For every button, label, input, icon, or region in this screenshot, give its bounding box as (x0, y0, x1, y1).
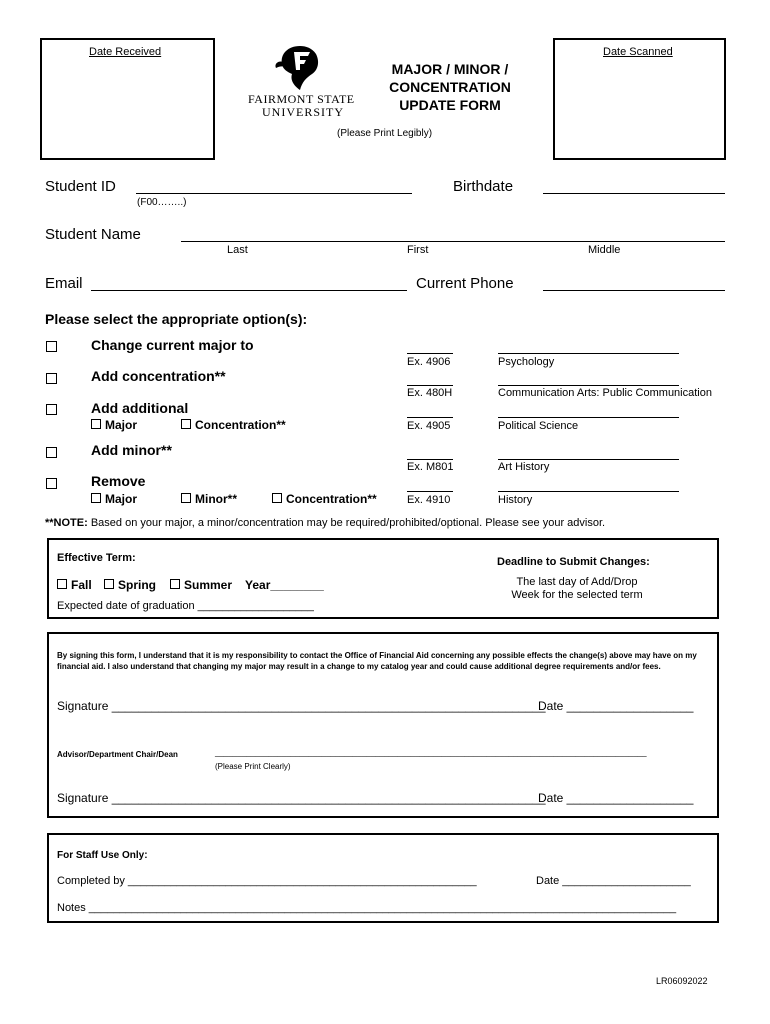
advisor-signature-date[interactable]: Date ___________________ (538, 791, 694, 805)
form-title (370, 60, 530, 114)
graduation-date-field[interactable]: Expected date of graduation ___________________ (57, 600, 314, 612)
add-concentration-label: Add concentration** (91, 368, 226, 384)
remove-minor-option[interactable] (181, 492, 237, 506)
birthdate-label: Birthdate (453, 178, 514, 195)
note-text: Based on your major, a minor/concentration may be required/prohibited/optional. Please see your advisor. (87, 517, 606, 529)
deadline-line2: Week for the selected term (511, 589, 643, 601)
remove-concentration-label: Concentration** (286, 492, 377, 506)
additional-concentration-option[interactable] (181, 418, 286, 432)
first-name-hint: First (407, 244, 429, 256)
student-signature-field[interactable]: Signature _________________________________________________________________ (57, 699, 546, 713)
financial-aid-disclaimer: By signing this form, I understand that it is my responsibility to contact the Office of Financial Aid concerning any possible effects the change(s) above may have on my financial aid. I also understand that changing my major may result in a change to my catalog year and could cause additional degree requirements and/or fees. (57, 651, 697, 671)
options-heading: Please select the appropriate option(s): (45, 311, 308, 327)
effective-term-box (47, 538, 719, 619)
falcon-icon (270, 42, 330, 94)
code-line-4[interactable] (407, 443, 453, 460)
add-minor-checkbox[interactable] (46, 447, 57, 458)
example-code-1: Ex. 4906 (407, 356, 451, 368)
title-line2: CONCENTRATION (389, 79, 511, 95)
date-scanned-label: Date Scanned (603, 46, 673, 58)
email-label: Email (45, 275, 83, 292)
note-prefix: **NOTE: (45, 517, 88, 529)
advisor-name-field[interactable]: _________________________________________________________________________________________________ (215, 748, 647, 757)
student-id-field[interactable] (136, 179, 412, 194)
course-line-4[interactable] (498, 443, 679, 460)
term-fall-label: Fall (71, 578, 92, 592)
example-name-3: Political Science (498, 420, 579, 432)
advisor-note (45, 517, 605, 529)
date-received-label: Date Received (89, 46, 162, 58)
remove-major-option[interactable] (91, 492, 137, 506)
completed-by-field[interactable]: Completed by _________________________________________________________ (57, 875, 477, 887)
code-line-1[interactable] (407, 337, 453, 354)
term-spring-label: Spring (118, 578, 156, 592)
notes-field[interactable]: Notes ________________________________________________________________________________________________ (57, 902, 677, 914)
print-legibly-note: (Please Print Legibly) (337, 128, 433, 139)
term-summer-option[interactable] (170, 578, 232, 592)
course-line-1[interactable] (498, 337, 679, 354)
example-code-3: Ex. 4905 (407, 420, 451, 432)
code-line-5[interactable] (407, 475, 453, 492)
current-phone-field[interactable] (543, 275, 725, 291)
print-clearly-note: (Please Print Clearly) (215, 762, 291, 771)
additional-major-option[interactable] (91, 418, 137, 432)
term-fall-checkbox[interactable] (57, 579, 67, 589)
current-phone-label: Current Phone (416, 275, 514, 292)
term-summer-checkbox[interactable] (170, 579, 180, 589)
code-line-2[interactable] (407, 369, 453, 386)
signature-box (47, 632, 719, 818)
example-name-4: Art History (498, 461, 550, 473)
term-spring-option[interactable] (104, 578, 156, 592)
title-line3: UPDATE FORM (399, 97, 501, 113)
email-field[interactable] (91, 275, 407, 291)
university-logo (248, 42, 355, 120)
deadline-label: Deadline to Submit Changes: (497, 556, 650, 568)
student-id-hint: (F00……..) (137, 197, 187, 208)
remove-minor-label: Minor** (195, 492, 237, 506)
course-line-3[interactable] (498, 401, 679, 418)
form-revision-code: LR06092022 (656, 976, 708, 986)
example-name-1: Psychology (498, 356, 555, 368)
staff-use-box (47, 833, 719, 923)
example-code-5: Ex. 4910 (407, 494, 451, 506)
add-additional-label: Add additional (91, 400, 189, 416)
add-additional-checkbox[interactable] (46, 404, 57, 415)
advisor-signature-field[interactable]: Signature _________________________________________________________________ (57, 791, 546, 805)
remove-concentration-checkbox[interactable] (272, 493, 282, 503)
staff-use-label: For Staff Use Only: (57, 850, 148, 861)
additional-major-label: Major (105, 418, 138, 432)
additional-concentration-checkbox[interactable] (181, 419, 191, 429)
student-name-label: Student Name (45, 226, 141, 243)
student-id-label: Student ID (45, 178, 116, 195)
term-summer-label: Summer (184, 578, 233, 592)
additional-major-checkbox[interactable] (91, 419, 101, 429)
remove-major-label: Major (105, 492, 138, 506)
add-concentration-checkbox[interactable] (46, 373, 57, 384)
student-signature-date[interactable]: Date ___________________ (538, 699, 694, 713)
code-line-3[interactable] (407, 401, 453, 418)
term-fall-option[interactable] (57, 578, 92, 592)
deadline-text (479, 576, 675, 602)
example-name-2: Communication Arts: Public Communication (498, 387, 712, 399)
birthdate-field[interactable] (543, 179, 725, 194)
title-line1: MAJOR / MINOR / (391, 61, 509, 77)
term-spring-checkbox[interactable] (104, 579, 114, 589)
change-major-label: Change current major to (91, 337, 254, 353)
effective-term-label: Effective Term: (57, 552, 136, 564)
logo-text-line2: UNIVERSITY (262, 105, 344, 119)
remove-major-checkbox[interactable] (91, 493, 101, 503)
student-name-field[interactable] (181, 226, 725, 242)
deadline-line1: The last day of Add/Drop (516, 576, 638, 588)
staff-date-field[interactable]: Date _____________________ (536, 875, 691, 887)
example-code-2: Ex. 480H (407, 387, 453, 399)
course-line-2[interactable] (498, 369, 679, 386)
additional-concentration-label: Concentration** (195, 418, 286, 432)
term-year-field[interactable]: Year________ (245, 578, 324, 592)
middle-name-hint: Middle (588, 244, 621, 256)
remove-label: Remove (91, 473, 146, 489)
remove-minor-checkbox[interactable] (181, 493, 191, 503)
last-name-hint: Last (227, 244, 248, 256)
add-minor-label: Add minor** (91, 442, 172, 458)
advisor-label: Advisor/Department Chair/Dean (57, 750, 178, 759)
date-received-box (40, 38, 215, 160)
remove-concentration-option[interactable] (272, 492, 377, 506)
example-code-4: Ex. M801 (407, 461, 454, 473)
remove-checkbox[interactable] (46, 478, 57, 489)
date-scanned-box (553, 38, 726, 160)
course-line-5[interactable] (498, 475, 679, 492)
logo-text-line1: FAIRMONT STATE (248, 92, 355, 106)
change-major-checkbox[interactable] (46, 341, 57, 352)
example-name-5: History (498, 494, 533, 506)
